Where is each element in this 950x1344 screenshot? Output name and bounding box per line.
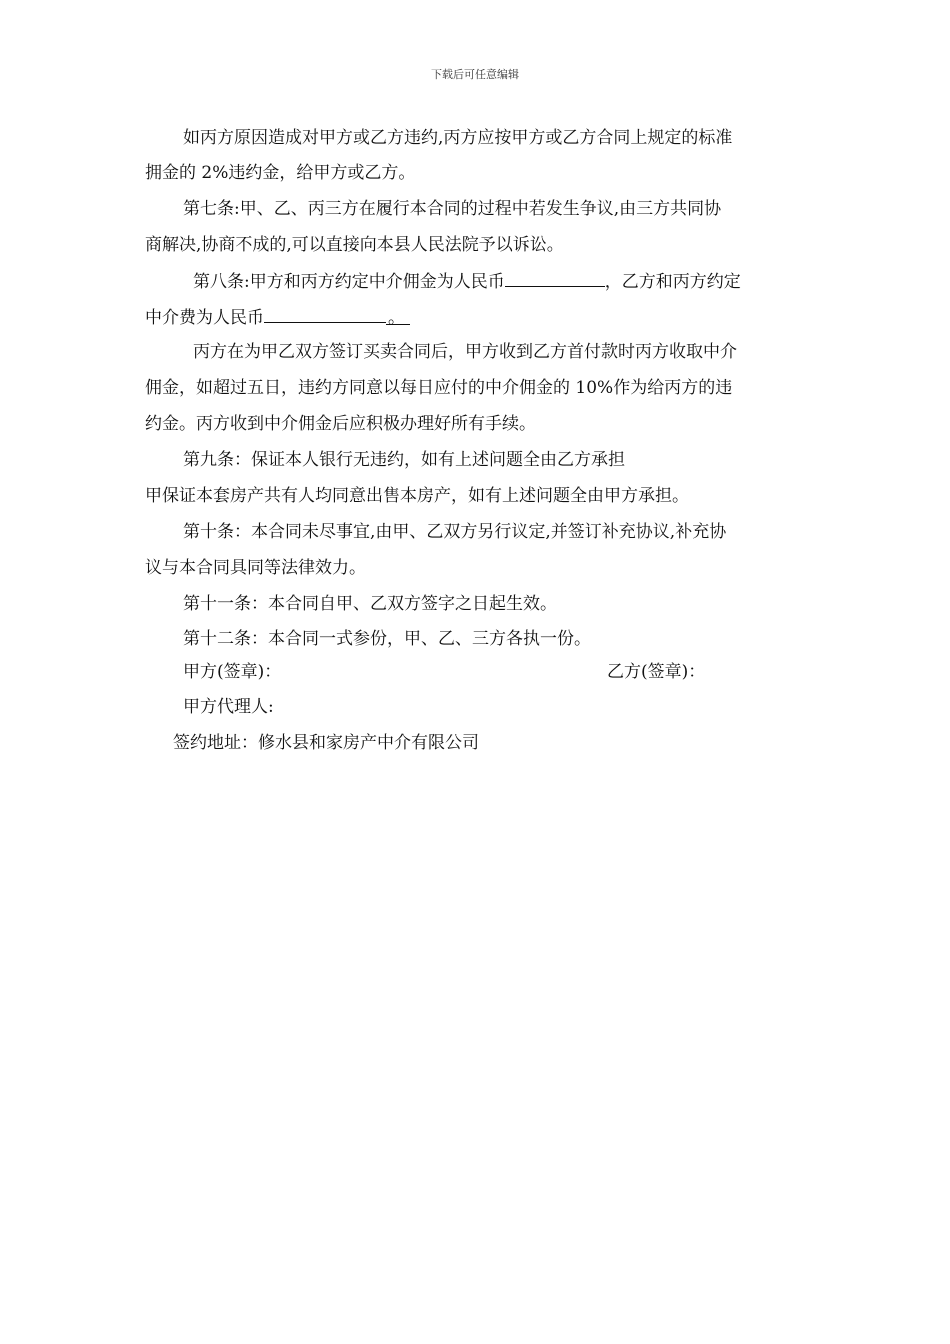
article-11-line: 第十一条：本合同自甲、乙双方签字之日起生效。 [183,594,557,614]
paragraph-line: 如丙方原因造成对甲方或乙方违约,丙方应按甲方或乙方合同上规定的标准 [183,128,733,148]
paragraph-line: 丙方在为甲乙双方签订买卖合同后，甲方收到乙方首付款时丙方收取中介 [193,342,737,362]
article-8-text-end: ，乙方和丙方约定 [604,272,741,292]
agency-fee-period: 。 [386,306,410,325]
article-9-line: 甲保证本套房产共有人均同意出售本房产，如有上述问题全由甲方承担。 [145,486,689,506]
article-8-text: 第八条:甲方和丙方约定中介佣金为人民币 [193,272,505,292]
article-10-line: 第十条：本合同未尽事宜,由甲、乙双方另行议定,并签订补充协议,补充协 [183,522,727,542]
article-8-line [145,304,410,330]
article-12-line: 第十二条：本合同一式参份，甲、乙、三方各执一份。 [183,629,591,649]
party-a-signature-label: 甲方(签章)： [183,662,282,682]
party-b-signature-label: 乙方(签章)： [607,662,706,682]
article-7-line: 第七条:甲、乙、丙三方在履行本合同的过程中若发生争议,由三方共同协 [183,199,722,219]
party-a-agent-label: 甲方代理人: [183,697,274,717]
paragraph-line: 拥金的 2%违约金，给甲方或乙方。 [145,163,416,183]
agency-fee-text: 中介费为人民币 [145,308,264,328]
commission-blank-field[interactable] [505,268,605,287]
article-9-line: 第九条：保证本人银行无违约，如有上述问题全由乙方承担 [183,450,625,470]
paragraph-line: 约金。丙方收到中介佣金后应积极办理好所有手续。 [145,414,536,434]
signing-address: 签约地址：修水县和家房产中介有限公司 [173,733,479,753]
agency-fee-blank-field[interactable] [264,304,386,323]
paragraph-line: 佣金，如超过五日，违约方同意以每日应付的中介佣金的 10%作为给丙方的违 [145,378,733,398]
article-7-line: 商解决,协商不成的,可以直接向本县人民法院予以诉讼。 [145,235,564,255]
page-header-note: 下载后可任意编辑 [431,68,519,81]
article-8-line [193,268,741,294]
article-10-line: 议与本合同具同等法律效力。 [145,558,366,578]
